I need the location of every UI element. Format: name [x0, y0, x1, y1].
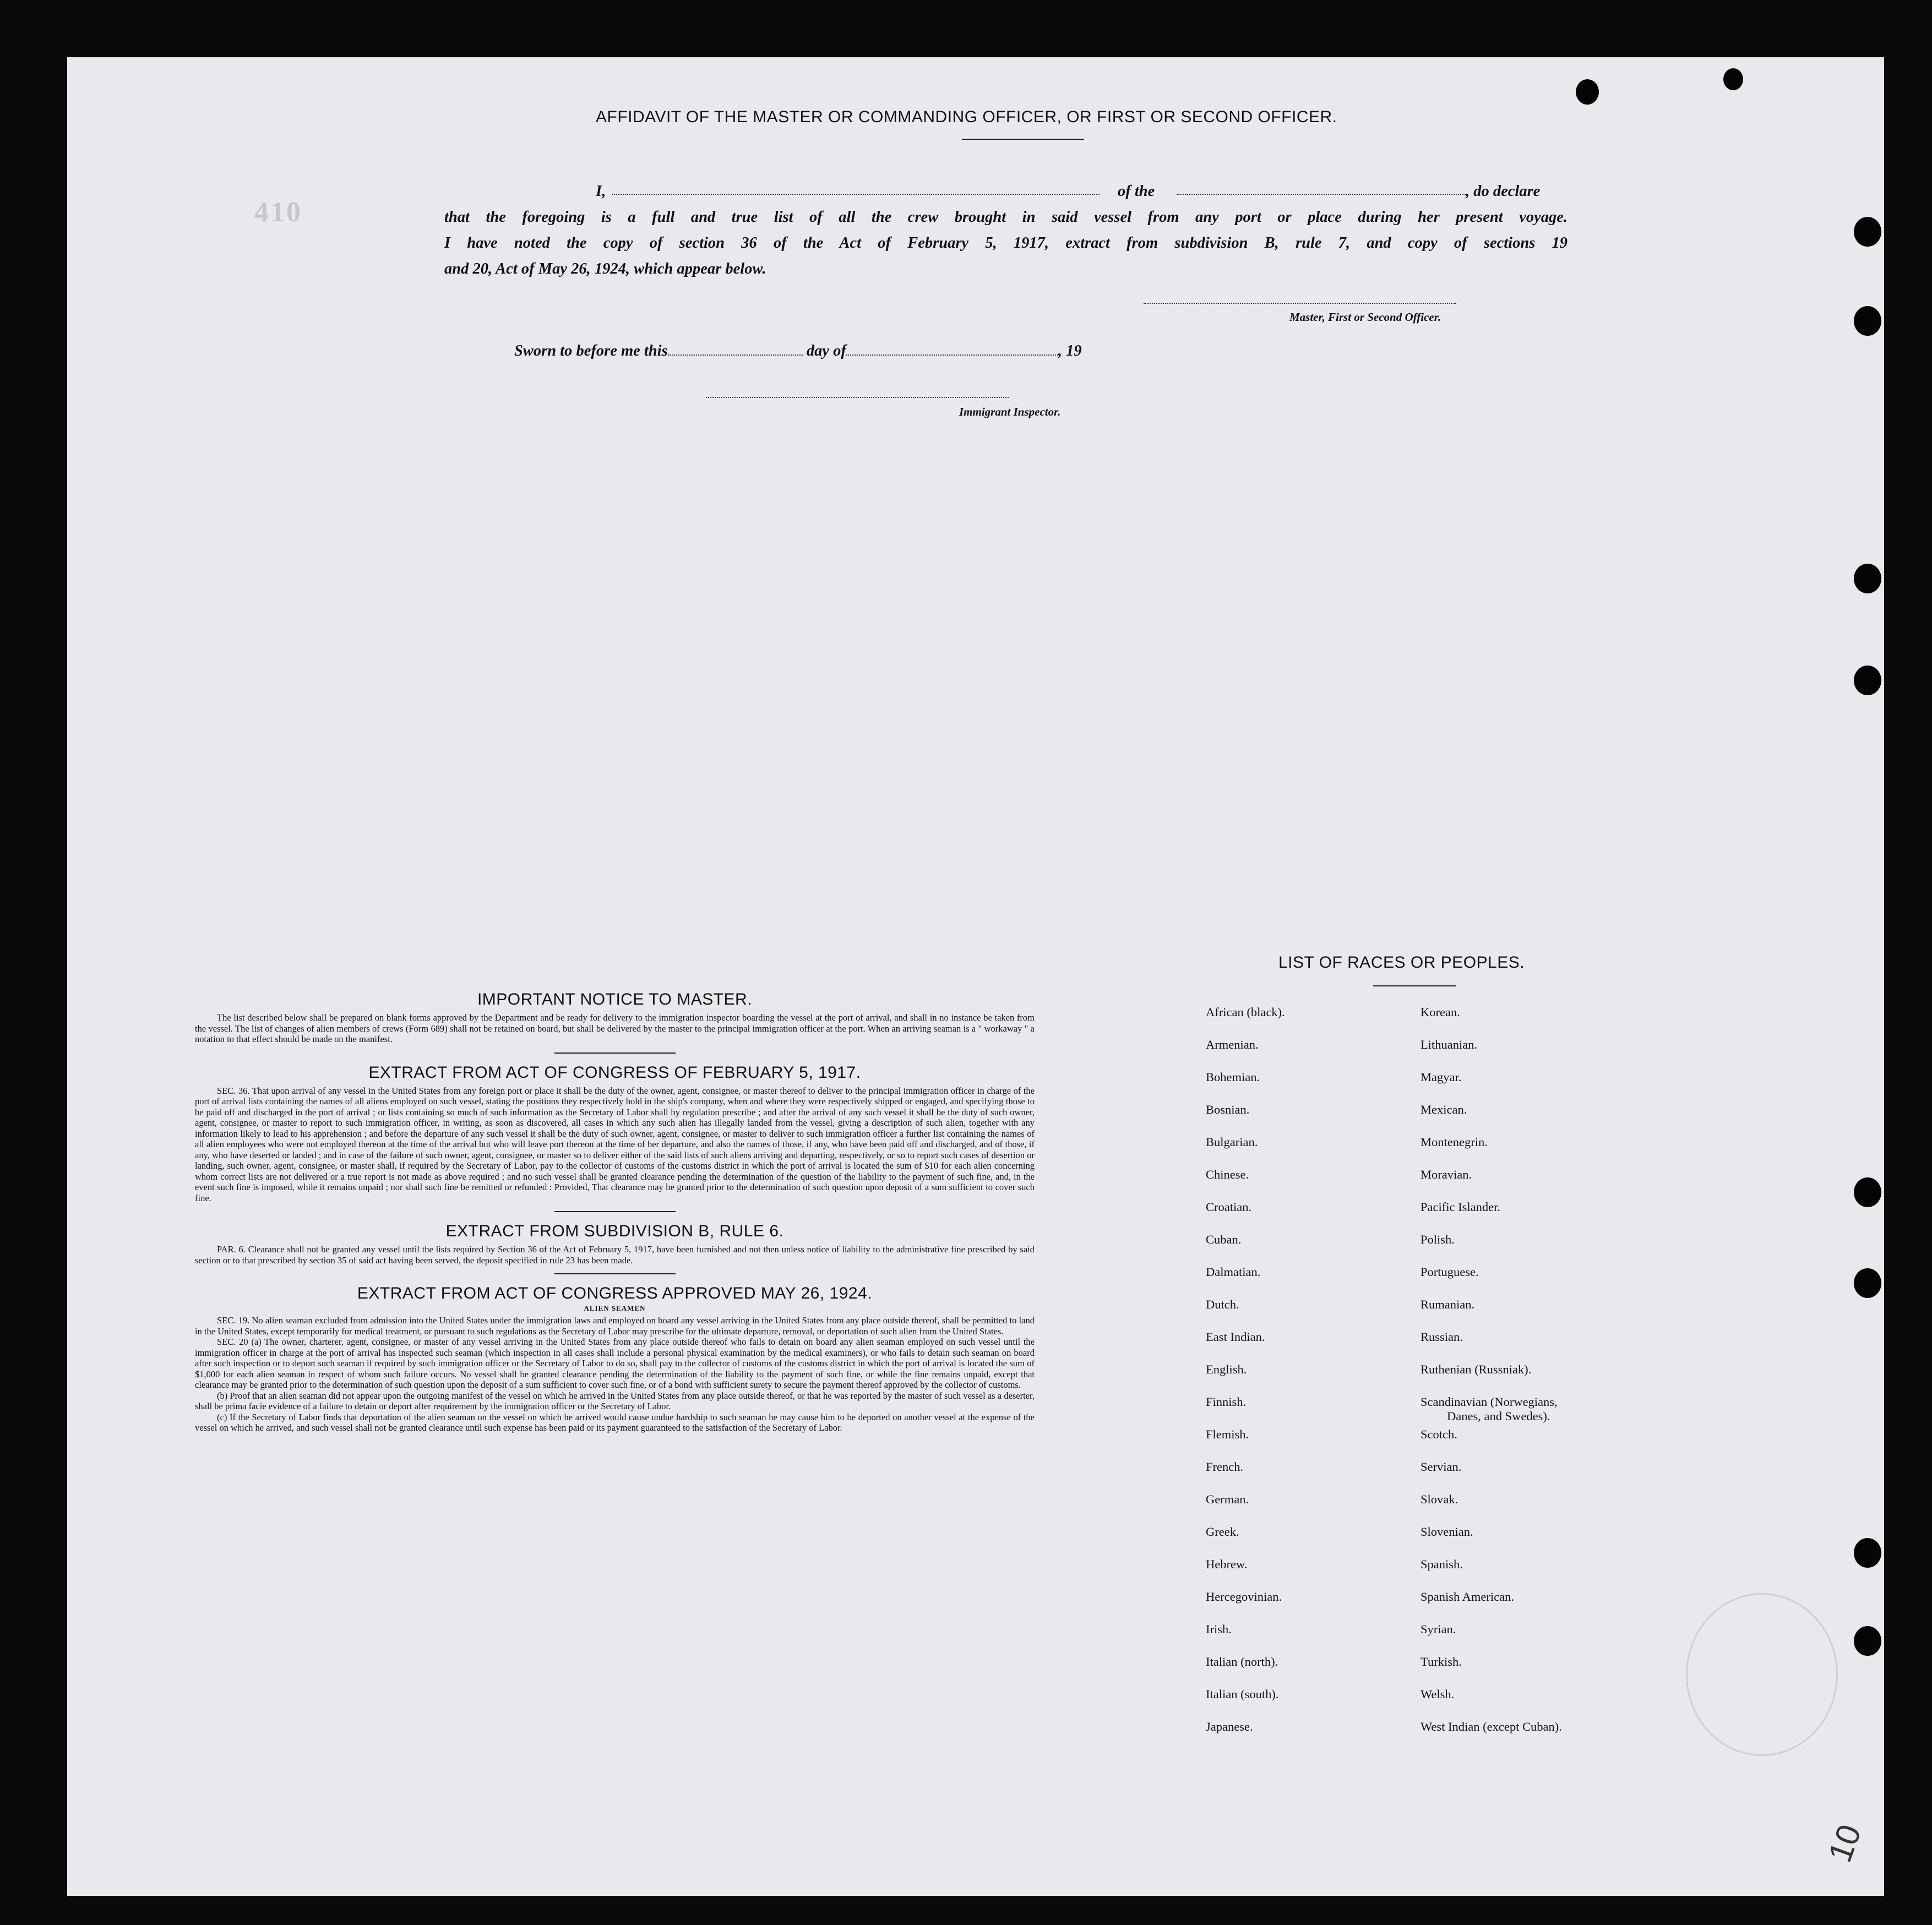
affidavit-i: I, — [596, 183, 606, 200]
race-item: Cuban. — [1206, 1233, 1242, 1246]
race-item: Dalmatian. — [1206, 1265, 1261, 1279]
punch-hole — [1854, 1538, 1881, 1568]
race-item: Portuguese. — [1421, 1265, 1479, 1279]
affidavit-line-4: and 20, Act of May 26, 1924, which appear below. — [444, 260, 766, 277]
race-item: English. — [1206, 1362, 1247, 1376]
month-blank — [846, 355, 1058, 356]
race-item: Bulgarian. — [1206, 1135, 1258, 1149]
race-item: Hebrew. — [1206, 1557, 1248, 1571]
race-item: Ruthenian (Russniak). — [1421, 1362, 1532, 1376]
section-divider — [554, 1211, 676, 1212]
sworn-line — [514, 342, 1082, 360]
punch-hole — [1854, 1177, 1881, 1207]
race-item: Irish. — [1206, 1622, 1232, 1636]
race-item: Croatian. — [1206, 1200, 1252, 1214]
master-name-blank — [612, 182, 1100, 195]
sworn-year-text: , 19 — [1058, 342, 1082, 359]
race-item: Italian (north). — [1206, 1655, 1278, 1668]
affidavit-line-1 — [444, 178, 1568, 204]
extract-1924-sec19: SEC. 19. No alien seaman excluded from admission into the United States under the immigration laws and employed on board any vessel arriving in the United States from any place outside thereof, shall be permitted to land in the United States, except temporarily for medical treatment, or pursuant to such regulations as the Secretary of Labor may prescribe for the ultimate departure, removal, or deportation of such alien from the United States. — [195, 1315, 1035, 1337]
race-item: Syrian. — [1421, 1622, 1456, 1636]
race-item: African (black). — [1206, 1005, 1285, 1019]
race-item: Slovenian. — [1421, 1525, 1473, 1539]
race-item: Italian (south). — [1206, 1687, 1279, 1701]
form-page — [67, 57, 1884, 1896]
extract-1924-sec20a: SEC. 20 (a) The owner, charterer, agent, consignee, or master of any vessel arriving in the United States from any place outside thereof who fails to detain on board any alien seaman employed on such vessel until the immigration officer in charge at the port of arrival has inspected such seaman (which inspection in all cases shall include a personal physical examination by the medical examiners), or who fails to detain such seaman on board after such inspection or to deport such seaman if required by such immigration officer or the Secretary of Labor to do so, shall pay to the collector of customs of the customs district in which the port of arrival is located the sum of $1,000 for each alien seaman in respect of whom such failure occurs. No vessel shall be granted clearance pending the determination of the liability to the payment of such fine, or while the fine remains unpaid, except that clearance may be granted prior to the determination of such question upon the deposit of a sum sufficient to cover such fine, or of a bond with sufficient surety to secure the payment thereof approved by the collector of customs. — [195, 1337, 1035, 1390]
extract-1924-sec20c: (c) If the Secretary of Labor finds that deportation of the alien seaman on the vessel on which he arrived would cause undue hardship to such seaman he may cause him to be deported on another vessel at the expense of the vessel on which he arrived, and such vessel shall not be granted clearance until such expense has been paid or its payment guaranteed to the satisfaction of the Secretary of Labor. — [195, 1411, 1035, 1433]
race-item: Servian. — [1421, 1460, 1462, 1474]
race-item: Scotch. — [1421, 1427, 1457, 1441]
race-item: Montenegrin. — [1421, 1135, 1488, 1149]
affidavit-title: AFFIDAVIT OF THE MASTER OR COMMANDING OFFICER, OR FIRST OR SECOND OFFICER. — [596, 108, 1337, 126]
race-item: Bohemian. — [1206, 1070, 1260, 1084]
race-item: Hercegovinian. — [1206, 1590, 1282, 1604]
race-item: Dutch. — [1206, 1297, 1239, 1311]
master-signature-line — [1144, 303, 1456, 304]
race-item: Scandinavian (Norwegians, — [1421, 1395, 1558, 1409]
race-item: Finnish. — [1206, 1395, 1247, 1409]
race-item: Mexican. — [1421, 1103, 1467, 1116]
affidavit-of-the: of the — [1118, 183, 1155, 200]
race-item: Welsh. — [1421, 1687, 1455, 1701]
race-item-continuation: Danes, and Swedes). — [1447, 1409, 1550, 1423]
notice-block — [195, 990, 1035, 1433]
race-item: Russian. — [1421, 1330, 1463, 1344]
race-item: Turkish. — [1421, 1655, 1462, 1668]
sworn-day-of-text: day of — [806, 342, 846, 359]
extract-1924-title: EXTRACT FROM ACT OF CONGRESS APPROVED MAY 26, 1924. — [357, 1284, 873, 1302]
title-underline — [962, 139, 1084, 140]
master-signature-label: Master, First or Second Officer. — [1289, 310, 1441, 324]
race-item: Spanish. — [1421, 1557, 1463, 1571]
race-item: Spanish American. — [1421, 1590, 1514, 1604]
affidavit-line-2: that the foregoing is a full and true list of all the crew brought in said vessel from any port or place during her present voyage. — [444, 209, 1568, 226]
section-divider — [554, 1053, 676, 1054]
punch-hole — [1576, 79, 1599, 105]
race-item: Flemish. — [1206, 1427, 1249, 1441]
race-item: Chinese. — [1206, 1168, 1249, 1181]
race-item: Moravian. — [1421, 1168, 1472, 1181]
race-item: Armenian. — [1206, 1038, 1259, 1051]
race-item: German. — [1206, 1492, 1249, 1506]
day-blank — [668, 355, 803, 356]
affidavit-paragraph — [444, 178, 1568, 282]
race-item: Polish. — [1421, 1233, 1455, 1246]
punch-hole — [1723, 68, 1743, 90]
extract-1924-sec20b: (b) Proof that an alien seaman did not appear upon the outgoing manifest of the vessel on which he arrived in the United States from any place outside thereof, or that he was reported by the master of such vessel as a deserter, shall be prima facie evidence of a failure to detain or deport after requirement by the immigration officer or the Secretary of Labor. — [195, 1390, 1035, 1411]
notice-title: IMPORTANT NOTICE TO MASTER. — [477, 990, 753, 1008]
race-item: Korean. — [1421, 1005, 1460, 1019]
extract-1917-text: SEC. 36. That upon arrival of any vessel in the United States from any foreign port or place it shall be the duty of the owner, agent, consignee, or master thereof to deliver to the principal immigration officer in charge of the port of arrival lists containing the names of all aliens employed on such vessel, stating the positions they respectively hold in the ship's company, when and where they were respectively shipped or engaged, and specifying those to be paid off and discharged in the port of arrival ; or lists containing so much of such information as the Secretary of Labor shall by regulation prescribe ; and after the arrival of any such vessel it shall be the duty of such owner, agent, consignee, or master to report to such immigration officer, in writing, as soon as discovered, all cases in which any such alien has illegally landed from the vessel, giving a description of such alien, together with any information likely to lead to his apprehension ; and before the departure of any such vessel it shall be the duty of such owner, agent, consignee, or master to deliver to such immigration officer a further list containing the names of all alien employees who were not employed thereon at the time of the arrival but who will leave port thereon at the time of her departure, and also the names of those, if any, who have been paid off and discharged, and of those, if any, who have deserted or landed ; and in case of the failure of such owner, agent, consignee, or master so to deliver either of the said lists of such aliens arriving and departing, respectively, or so to report such cases of desertion or landing, such owner, agent, consignee, or master shall, if required by the Secretary of Labor, pay to the collector of customs of the customs district in which the port of arrival is located the sum of $10 for each alien concerning whom correct lists are not delivered or a true report is not made as above required ; and no such vessel shall be granted clearance pending the determination of the question of the liability to the payment of such fine, and, in the event such fine is imposed, while it remains unpaid ; nor shall such fine be remitted or refunded : Provided, That clearance may be granted prior to the determination of such question upon deposit of a sum sufficient to cover such fine. — [195, 1085, 1035, 1203]
race-item: French. — [1206, 1460, 1244, 1474]
race-item: Bosnian. — [1206, 1103, 1250, 1116]
faint-stamp-number: 410 — [254, 197, 302, 228]
race-item: Japanese. — [1206, 1720, 1253, 1733]
punch-hole — [1854, 564, 1881, 593]
race-item: Magyar. — [1421, 1070, 1462, 1084]
affidavit-line-3: I have noted the copy of section 36 of the Act of February 5, 1917, extract from subdivision B, rule 7, and copy of sections 19 — [444, 235, 1568, 252]
race-item: East Indian. — [1206, 1330, 1265, 1344]
extract-rule6-title: EXTRACT FROM SUBDIVISION B, RULE 6. — [445, 1222, 784, 1240]
affidavit-declare: , do declare — [1466, 183, 1541, 200]
extract-1917-title: EXTRACT FROM ACT OF CONGRESS OF FEBRUARY 5, 1917. — [368, 1063, 861, 1082]
inspector-label: Immigrant Inspector. — [959, 405, 1061, 418]
race-item: Pacific Islander. — [1421, 1200, 1500, 1214]
races-title-underline — [1373, 985, 1456, 986]
race-item: Rumanian. — [1421, 1297, 1475, 1311]
punch-hole — [1854, 1626, 1881, 1656]
races-title: LIST OF RACES OR PEOPLES. — [1278, 953, 1525, 972]
section-divider — [554, 1273, 676, 1274]
embossed-seal — [1686, 1593, 1838, 1756]
race-item: Greek. — [1206, 1525, 1239, 1539]
punch-hole — [1854, 306, 1881, 336]
punch-hole — [1854, 666, 1881, 695]
vessel-name-blank — [1177, 182, 1466, 195]
punch-hole — [1854, 217, 1881, 247]
punch-hole — [1854, 1268, 1881, 1298]
extract-rule6-text: PAR. 6. Clearance shall not be granted any vessel until the lists required by Section 36 of the Act of February 5, 1917, have been furnished and not then unless notice of liability to the administrative fine prescribed by said section or to that prescribed by section 35 of said act having been served, the deposit specified in rule 23 has been made. — [195, 1244, 1035, 1266]
race-item: Lithuanian. — [1421, 1038, 1478, 1051]
sworn-before-text: Sworn to before me this — [514, 342, 668, 359]
inspector-signature-line — [706, 397, 1009, 398]
notice-text: The list described below shall be prepared on blank forms approved by the Department and be ready for delivery to the immigration inspector boarding the vessel at the port of arrival, and shall in no instance be taken from the vessel. The list of changes of alien members of crews (Form 689) shall not be retained on board, but shall be delivered by the master to the principal immigration officer at the port. When an arriving seaman is a " workaway " a notation to that effect should be made on the manifest. — [195, 1012, 1035, 1044]
handwritten-mark: 10 — [1821, 1819, 1869, 1867]
race-item: Slovak. — [1421, 1492, 1458, 1506]
race-item: West Indian (except Cuban). — [1421, 1720, 1562, 1733]
extract-1924-subtitle: ALIEN SEAMEN — [584, 1304, 646, 1312]
